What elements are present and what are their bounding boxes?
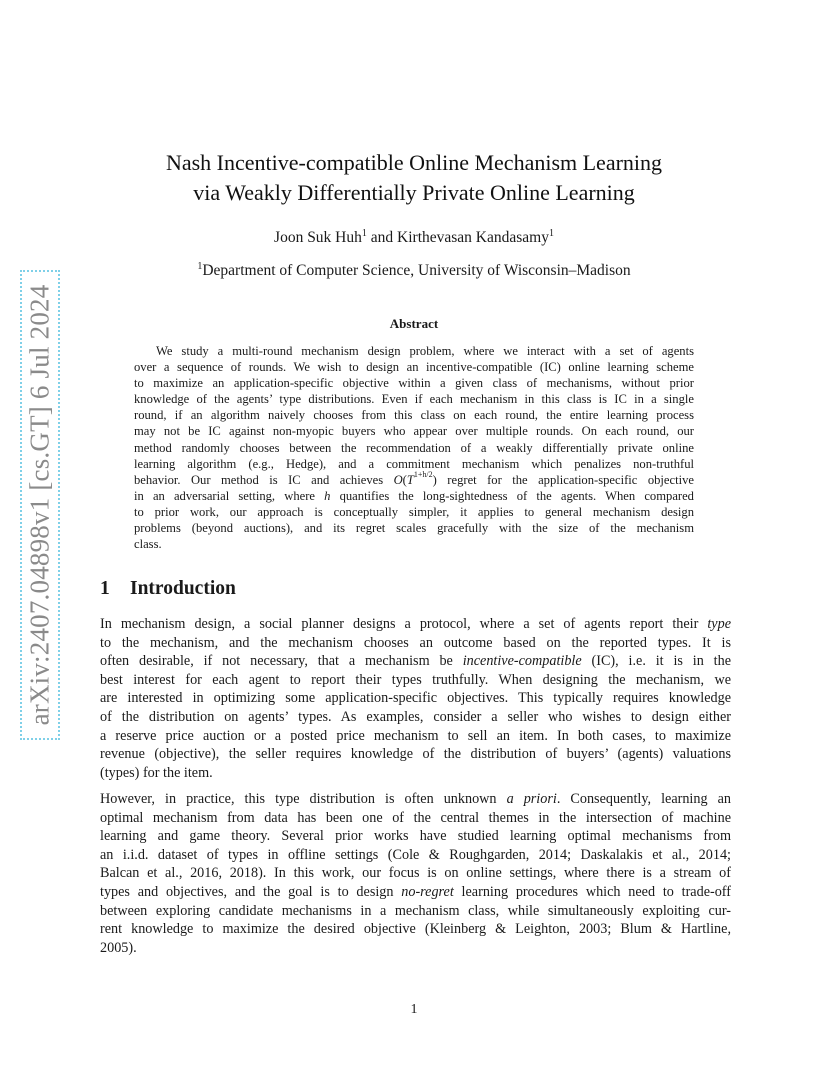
paragraph-line: 2005). [100, 939, 137, 956]
abstract-line-with-math: behavior. Our method is IC and achieves $O(T^{1+h/2})$ regret for the application-specific objective [134, 469, 694, 487]
math-exponent-denominator: 2 [428, 469, 433, 479]
paragraph-text: However, in practice, this type distribution is often unknown [100, 791, 507, 807]
affiliation-text: Department of Computer Science, University of Wisconsin–Madison [202, 262, 631, 279]
paragraph-text: . Consequently, learning an [556, 791, 731, 807]
paragraph-text: (IC), i.e. it is in the [581, 653, 732, 670]
paragraph-line [100, 790, 731, 809]
abstract-heading: Abstract [389, 316, 439, 331]
page-number: 1 [410, 1002, 418, 1017]
abstract-text: behavior. Our method is IC and achieves [134, 472, 394, 487]
paragraph-line: learning and game theory. Several prior works have studied learning optimal mechanisms from [100, 828, 731, 845]
paragraph-text: learning procedures which need to trade-off [453, 883, 731, 900]
paragraph-line: a reserve price auction or a posted price mechanism to sell an item. In both cases, to maximize [100, 727, 731, 744]
paragraph-line: Balcan et al., 2016, 2018). In this work, our focus is on online settings, where there is a stream of [100, 865, 731, 882]
section-heading [100, 578, 236, 600]
abstract-line: method randomly chooses between the recommendation of a weakly differentially private online [134, 440, 694, 455]
section-number: 1 [100, 578, 110, 599]
abstract-line: learning algorithm (e.g., Hedge), and a commitment mechanism which penalizes non-truthful [134, 456, 694, 471]
emphasis-text: incentive-compatible [462, 653, 582, 670]
paragraph-line: an i.i.d. dataset of types in offline settings (Cole & Roughgarden, 2014; Daskalakis et al., 2014; [100, 846, 731, 863]
author-affiliation-marker: 1 [548, 228, 554, 239]
intro-paragraph-1 [100, 615, 731, 782]
author-affiliation-marker: 1 [361, 228, 367, 239]
paragraph-line: (types) for the item. [100, 764, 213, 781]
paper-title [100, 148, 728, 208]
abstract-line: to maximize an application-specific objective within a given class of mechanisms, without prior [134, 376, 694, 391]
abstract-text: in an adversarial setting, where [134, 488, 325, 503]
paragraph-line: best interest for each agent to report their types truthfully. When designing the mechanism, we [100, 671, 731, 688]
paragraph-line [100, 615, 731, 634]
abstract-line-with-math [134, 488, 694, 504]
paragraph-line [100, 883, 731, 902]
math-exponent: 1+h/2 [413, 469, 433, 479]
title-line-2: via Weakly Differentially Private Online Learning [193, 180, 635, 205]
abstract-line: round, if an algorithm naively chooses from this class on each round, the entire learning process [134, 408, 694, 423]
emphasis-text: no-regret [401, 883, 454, 900]
abstract-line: may not be IC against non-myopic buyers who appear over multiple rounds. On each round, our [134, 424, 694, 439]
emphasis-text: a priori [506, 791, 557, 807]
paragraph-line: of the distribution on agents’ types. As examples, consider a seller who wishes to design either [100, 708, 731, 725]
paragraph-line: between exploring candidate mechanisms in a mechanism class, while simultaneously exploiting cur- [100, 902, 731, 919]
paragraph-text: In mechanism design, a social planner designs a protocol, where a set of agents report their [100, 616, 708, 632]
abstract-line: problems (beyond auctions), and its regret scales gracefully with the size of the mechanism [134, 521, 694, 536]
math-t: T [406, 472, 414, 487]
abstract-line: class. [134, 537, 162, 552]
abstract-line: We study a multi-round mechanism design problem, where we interact with a set of agents [156, 344, 694, 358]
abstract-text: quantifies the long-sightedness of the agents. When compared [330, 488, 694, 503]
paragraph-line [100, 652, 731, 671]
math-h: h [324, 488, 331, 503]
affiliation-marker: 1 [197, 261, 203, 272]
intro-paragraph-2 [100, 790, 731, 957]
paragraph-line: to the mechanism, and the mechanism chooses an outcome based on the reported types. It is [100, 634, 731, 651]
author-conjunction: and [366, 229, 398, 246]
arxiv-identifier[interactable]: arXiv:2407.04898v1 [cs.GT] 6 Jul 2024 [24, 284, 55, 726]
emphasis-text: type [707, 616, 731, 632]
abstract-body [134, 343, 694, 552]
paragraph-text: often desirable, if not necessary, that a mechanism be [100, 653, 463, 670]
author-name: Kirthevasan Kandasamy [397, 229, 549, 246]
abstract-text: regret for the application-specific objective [436, 472, 694, 487]
abstract-line: knowledge of the agents’ type distributions. Even if each mechanism in this class is IC in a single [134, 392, 694, 407]
abstract-line: to prior work, our approach is conceptually simpler, it applies to general mechanism design [134, 504, 694, 519]
author-list [100, 228, 728, 248]
author-name: Joon Suk Huh [274, 229, 362, 246]
math-exponent-numerator: 1+h [413, 469, 427, 479]
paragraph-text: types and objectives, and the goal is to design [100, 883, 402, 900]
paragraph-line: revenue (objective), the seller requires knowledge of the distribution of buyers’ (agents) valuations [100, 746, 731, 763]
paragraph-line: optimal mechanism from data has been one of the central themes in the intersection of machine [100, 809, 731, 826]
math-big-o: O [393, 472, 403, 487]
abstract-line: over a sequence of rounds. We wish to design an incentive-compatible (IC) online learning scheme [134, 360, 694, 375]
affiliation [100, 261, 728, 281]
title-line-1: Nash Incentive-compatible Online Mechanism Learning [165, 150, 663, 175]
paragraph-line: are interested in optimizing some application-specific objectives. This typically requires knowledge [100, 690, 731, 707]
section-title: Introduction [130, 578, 236, 599]
paragraph-line: rent knowledge to maximize the desired objective (Kleinberg & Leighton, 2003; Blum & Hartline, [100, 921, 731, 938]
